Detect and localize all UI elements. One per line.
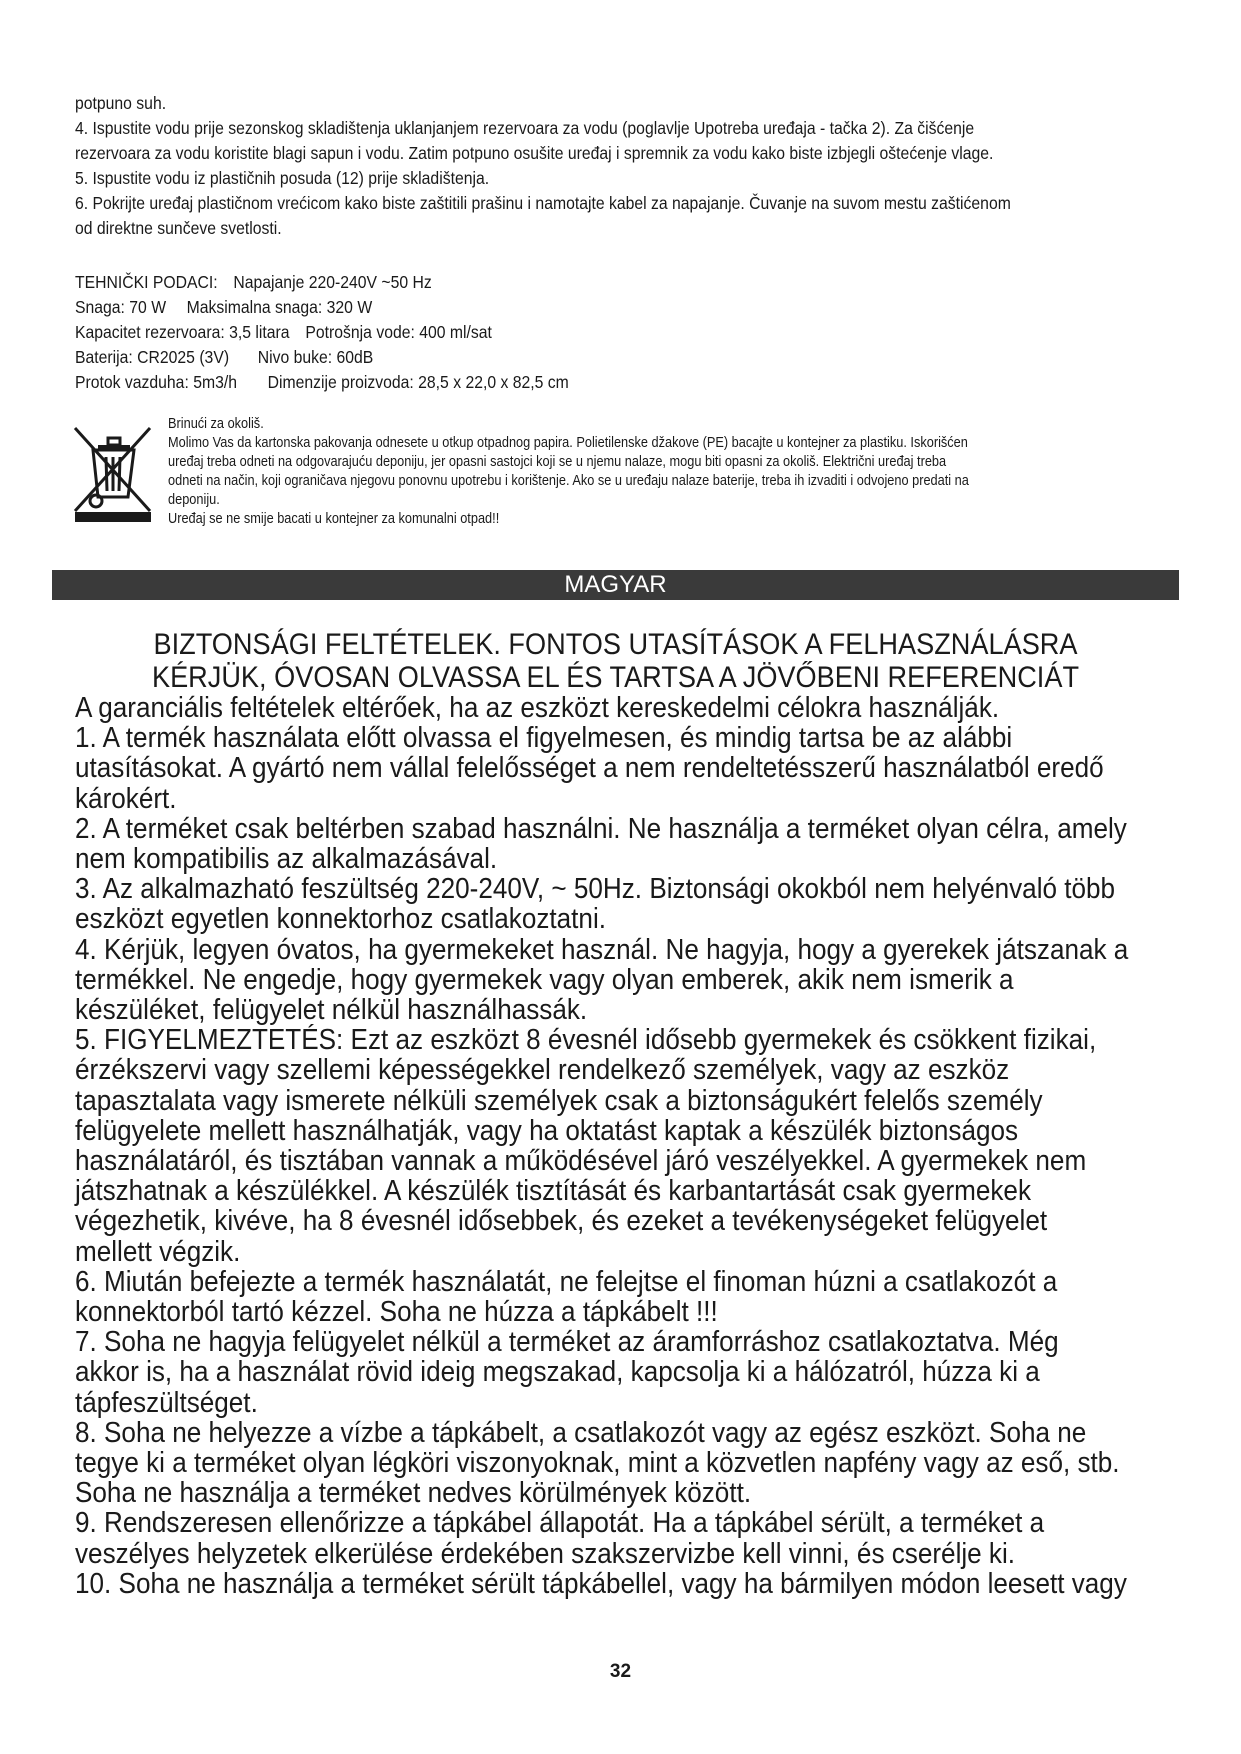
- text-line: 6. Miután befejezte a termék használatát, ne felejtse el finoman húzni a csatlakozót a: [75, 1265, 1058, 1298]
- text-line: végezhetik, kivéve, ha 8 évesnél idősebbek, és ezeket a tevékenységeket felügyelet: [75, 1205, 1048, 1238]
- spec-value: Napajanje 220-240V ~50 Hz: [233, 272, 432, 292]
- text-line: 2. A terméket csak beltérben szabad használni. Ne használja a terméket olyan célra, amely: [75, 812, 1127, 845]
- text-line: 8. Soha ne helyezze a vízbe a tápkábelt, a csatlakozót vagy az egész eszközt. Soha ne: [75, 1416, 1087, 1449]
- continuation-text: [75, 91, 1065, 241]
- spec-value: Protok vazduha: 5m3/h: [75, 372, 237, 392]
- text-line: tápfeszültséget.: [75, 1386, 258, 1419]
- text-line: potpuno suh.: [75, 93, 167, 113]
- spec-value: Snaga: 70 W: [75, 297, 167, 317]
- text-line: termékkel. Ne engedje, hogy gyermekek vagy olyan emberek, akik nem ismerik a: [75, 963, 1014, 996]
- text-line: 10. Soha ne használja a terméket sérült tápkábellel, vagy ha bármilyen módon leesett vagy: [75, 1567, 1127, 1600]
- text-line: károkért.: [75, 782, 177, 815]
- text-line: Uređaj se ne smije bacati u kontejner za komunalni otpad!!: [168, 511, 500, 527]
- text-line: 9. Rendszeresen ellenőrizze a tápkábel állapotát. Ha a tápkábel sérült, a terméket a: [75, 1507, 1045, 1540]
- text-line: rezervoara za vodu koristite blagi sapun i vodu. Zatim potpuno osušite uređaj i spremnik za vodu kako biste izbjegli oštećenje vlage.: [75, 143, 994, 163]
- text-line: felügyelete mellett használhatják, vagy ha oktatást kaptak a készülék biztonságos: [75, 1114, 1019, 1147]
- spec-value: Potrošnja vode: 400 ml/sat: [305, 322, 492, 342]
- text-line: nem kompatibilis az alkalmazásával.: [75, 843, 498, 876]
- text-line: A garanciális feltételek eltérőek, ha az eszközt kereskedelmi célokra használják.: [75, 692, 1000, 724]
- text-line: tapasztalata vagy ismerete nélküli személyek csak a biztonságukért felelős személy: [75, 1084, 1043, 1117]
- text-line: Molimo Vas da kartonska pakovanja odnesete u otkup otpadnog papira. Polietilenske džakove (PE) bacajte u kontejner za plastiku. Iskorišćen: [168, 435, 968, 451]
- text-line: odneti na način, koji ograničava njegovu ponovnu upotrebu i korištenje. Ako se u uređaju nalaze baterije, treba ih izvaditi i odvojeno predati na: [168, 473, 969, 489]
- text-line: 7. Soha ne hagyja felügyelet nélkül a terméket az áramforráshoz csatlakoztatva. Még: [75, 1326, 1059, 1359]
- text-line: mellett végzik.: [75, 1235, 241, 1268]
- text-line: deponiju.: [168, 492, 220, 508]
- spec-label: TEHNIČKI PODACI:: [75, 272, 218, 292]
- page-number: 32: [609, 1661, 632, 1682]
- spec-value: Kapacitet rezervoara: 3,5 litara: [75, 322, 290, 342]
- spec-value: Baterija: CR2025 (3V): [75, 347, 230, 367]
- spec-value: Nivo buke: 60dB: [257, 347, 374, 367]
- spec-row: [75, 370, 1065, 395]
- text-line: 4. Kérjük, legyen óvatos, ha gyermekeket használ. Ne hagyja, hogy a gyerekek játszanak a: [75, 933, 1129, 966]
- hungarian-instructions: [75, 693, 1137, 1599]
- text-line: 6. Pokrijte uređaj plastičnom vrećicom kako biste zaštitili prašinu i namotajte kabel za napajanje. Čuvanje na suvom mestu zaštićenom: [75, 193, 1011, 213]
- crossed-out-bin-icon: [72, 425, 154, 525]
- text-line: Soha ne használja a terméket nedves körülmények között.: [75, 1477, 752, 1510]
- text-line: utasításokat. A gyártó nem vállal felelősséget a nem rendeltetésszerű használatból eredő: [75, 752, 1104, 785]
- environment-notice: [168, 415, 1158, 529]
- text-line: akkor is, ha a használat rövid ideig megszakad, kapcsolja ki a hálózatról, húzza ki a: [75, 1356, 1040, 1389]
- text-line: 1. A termék használata előtt olvassa el figyelmesen, és mindig tartsa be az alábbi: [75, 722, 1013, 755]
- text-line: uređaj treba odneti na odgovarajuću deponiju, jer opasni sastojci koji se u njemu nalaze, mogu biti opasni za okoliš. Električni uređaj treba: [168, 454, 947, 470]
- spec-row: [75, 270, 1065, 295]
- text-line: Brinući za okoliš.: [168, 416, 264, 432]
- safety-headings: [52, 628, 1179, 694]
- text-line: 3. Az alkalmazható feszültség 220-240V, ~ 50Hz. Biztonsági okokból nem helyénvaló több: [75, 873, 1116, 906]
- text-line: készüléket, felügyelet nélkül használhassák.: [75, 994, 588, 1027]
- text-line: játszhatnak a készülékkel. A készülék tisztítását és karbantartását csak gyermekek: [75, 1175, 1032, 1208]
- technical-specs: [75, 270, 1065, 395]
- language-section-bar: MAGYAR: [52, 570, 1179, 600]
- section-heading: BIZTONSÁGI FELTÉTELEK. FONTOS UTASÍTÁSOK A FELHASZNÁLÁSRA: [153, 628, 1078, 661]
- spec-row: [75, 295, 1065, 320]
- text-line: veszélyes helyzetek elkerülése érdekében szakszervizbe kell vinni, és cserélje ki.: [75, 1537, 1016, 1570]
- spec-row: [75, 345, 1065, 370]
- spec-row: [75, 320, 1065, 345]
- text-line: használatáról, és tisztában vannak a működésével járó veszélyekkel. A gyermekek nem: [75, 1145, 1087, 1178]
- text-line: 5. FIGYELMEZTETÉS: Ezt az eszközt 8 évesnél idősebb gyermekek és csökkent fizikai,: [75, 1024, 1097, 1057]
- spec-value: Dimenzije proizvoda: 28,5 x 22,0 x 82,5 cm: [267, 372, 569, 392]
- text-line: érzékszervi vagy szellemi képességekkel rendelkező személyek, vagy az eszköz: [75, 1054, 1010, 1087]
- text-line: konnektorból tartó kézzel. Soha ne húzza a tápkábelt !!!: [75, 1296, 718, 1329]
- spec-value: Maksimalna snaga: 320 W: [186, 297, 373, 317]
- section-heading: KÉRJÜK, ÓVOSAN OLVASSA EL ÉS TARTSA A JÖVŐBENI REFERENCIÁT: [151, 661, 1080, 694]
- text-line: od direktne sunčeve svetlosti.: [75, 218, 282, 238]
- text-line: 4. Ispustite vodu prije sezonskog skladištenja uklanjanjem rezervoara za vodu (poglavlje Upotreba uređaja - tačka 2). Za čišćenje: [75, 118, 975, 138]
- weee-underline-bar: [75, 512, 151, 522]
- text-line: 5. Ispustite vodu iz plastičnih posuda (12) prije skladištenja.: [75, 168, 490, 188]
- text-line: eszközt egyetlen konnektorhoz csatlakoztatni.: [75, 903, 606, 936]
- text-line: tegye ki a terméket olyan légköri viszonyoknak, mint a közvetlen napfény vagy az eső, stb.: [75, 1447, 1120, 1480]
